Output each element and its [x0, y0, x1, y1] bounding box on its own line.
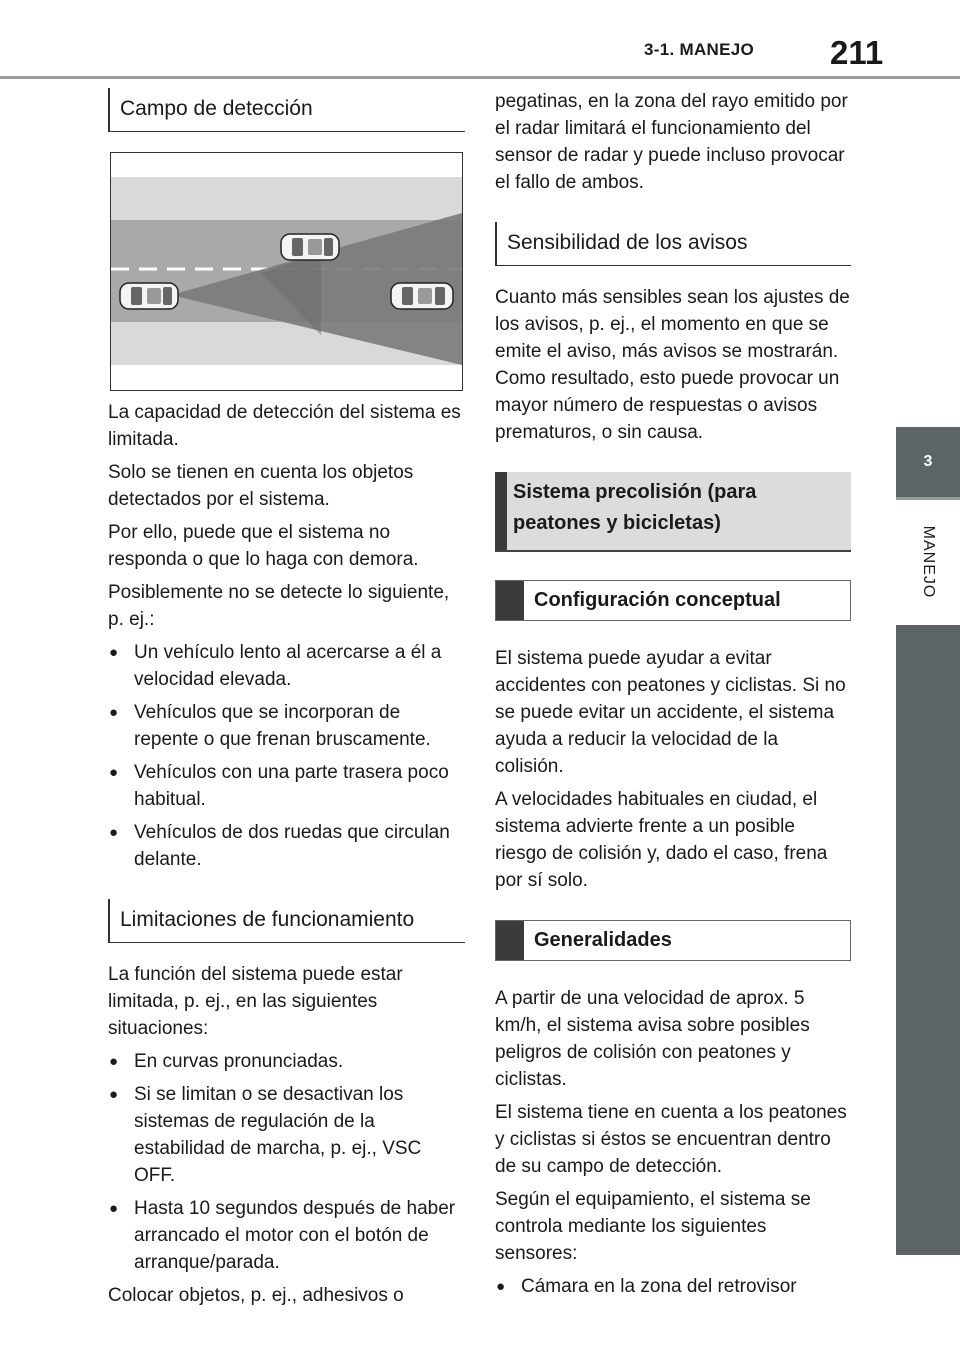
list-item: ● Vehículos que se incorporan de repente o que frenan bruscamente. — [108, 699, 465, 753]
heading-text: Sistema precolisión (para peatones y bicicletas) — [513, 481, 757, 534]
bullet-list — [108, 639, 465, 873]
header-rule — [0, 76, 960, 79]
heading-concept — [495, 580, 851, 621]
heading-precollision-system — [495, 472, 851, 552]
paragraph: El sistema puede ayudar a evitar accidentes con peatones y ciclistas. Si no se puede evitar un accidente, el sistema ayuda a reducir la velocidad de la colisión. — [495, 648, 846, 777]
list-item: ● En curvas pronunciadas. — [108, 1048, 465, 1075]
paragraph: La capacidad de detección del sistema es limitada. — [108, 402, 461, 450]
paragraph: Solo se tienen en cuenta los objetos detectados por el sistema. — [108, 462, 414, 510]
left-column — [108, 88, 465, 1315]
paragraph: A partir de una velocidad de aprox. 5 km/h, el sistema avisa sobre posibles peligros de colisión con peatones y ciclistas. — [495, 988, 810, 1090]
heading-warning-sensitivity: Sensibilidad de los avisos — [495, 222, 851, 266]
heading-marker — [496, 921, 524, 960]
list-item: ● Si se limitan o se desactivan los sistemas de regulación de la estabilidad de marcha, p. ej., VSC OFF. — [108, 1081, 465, 1189]
chapter-side-bar — [896, 625, 960, 1255]
section-title: 3-1. MANEJO — [644, 40, 755, 59]
chapter-tab-rule — [896, 497, 960, 500]
paragraph: Cuanto más sensibles sean los ajustes de los avisos, p. ej., el momento en que se emite el aviso, más avisos se mostrarán. Como resultado, esto puede provocar un mayor número de respuestas o avisos prematuros, o sin causa. — [495, 287, 850, 443]
car-ahead-lane-icon — [281, 234, 339, 260]
page-number: 211 — [830, 34, 884, 71]
paragraph: pegatinas, en la zona del rayo emitido por el radar limitará el funcionamiento del sensor de radar y puede incluso provocar el fallo de ambos. — [495, 91, 848, 193]
heading-operating-limits: Limitaciones de funcionamiento — [108, 899, 465, 943]
road-illustration — [111, 153, 462, 390]
list-item: ● Hasta 10 segundos después de haber arrancado el motor con el botón de arranque/parada. — [108, 1195, 465, 1276]
bullet-list — [108, 1048, 465, 1276]
heading-general — [495, 920, 851, 961]
list-item: ● Un vehículo lento al acercarse a él a velocidad elevada. — [108, 639, 465, 693]
bullet-list — [495, 1273, 851, 1300]
paragraph: Según el equipamiento, el sistema se controla mediante los siguientes sensores: — [495, 1189, 811, 1264]
radar-detection-field-diagram — [110, 152, 463, 391]
list-item: ● Cámara en la zona del retrovisor — [495, 1273, 851, 1300]
car-ahead-icon — [391, 283, 453, 309]
right-column — [495, 88, 851, 1306]
chapter-tab-label: MANEJO — [920, 525, 937, 599]
paragraph: La función del sistema puede estar limitada, p. ej., en las siguientes situaciones: — [108, 964, 403, 1039]
list-item: ● Vehículos con una parte trasera poco habitual. — [108, 759, 465, 813]
heading-text: Configuración conceptual — [534, 589, 781, 611]
chapter-tab-number: 3 — [896, 427, 960, 497]
heading-marker — [496, 581, 524, 620]
paragraph: A velocidades habituales en ciudad, el sistema advierte frente a un posible riesgo de colisión y, dado el caso, frena por sí solo. — [495, 789, 828, 891]
heading-text: Generalidades — [534, 929, 672, 951]
paragraph: Colocar objetos, p. ej., adhesivos o — [108, 1285, 404, 1306]
paragraph: El sistema tiene en cuenta a los peatones y ciclistas si éstos se encuentran dentro de su campo de detección. — [495, 1102, 847, 1177]
heading-marker — [495, 472, 507, 550]
paragraph: Posiblemente no se detecte lo siguiente, p. ej.: — [108, 582, 450, 630]
list-item: ● Vehículos de dos ruedas que circulan delante. — [108, 819, 465, 873]
car-ego-icon — [120, 283, 178, 309]
paragraph: Por ello, puede que el sistema no responda o que lo haga con demora. — [108, 522, 419, 570]
heading-detection-field: Campo de detección — [108, 88, 465, 132]
